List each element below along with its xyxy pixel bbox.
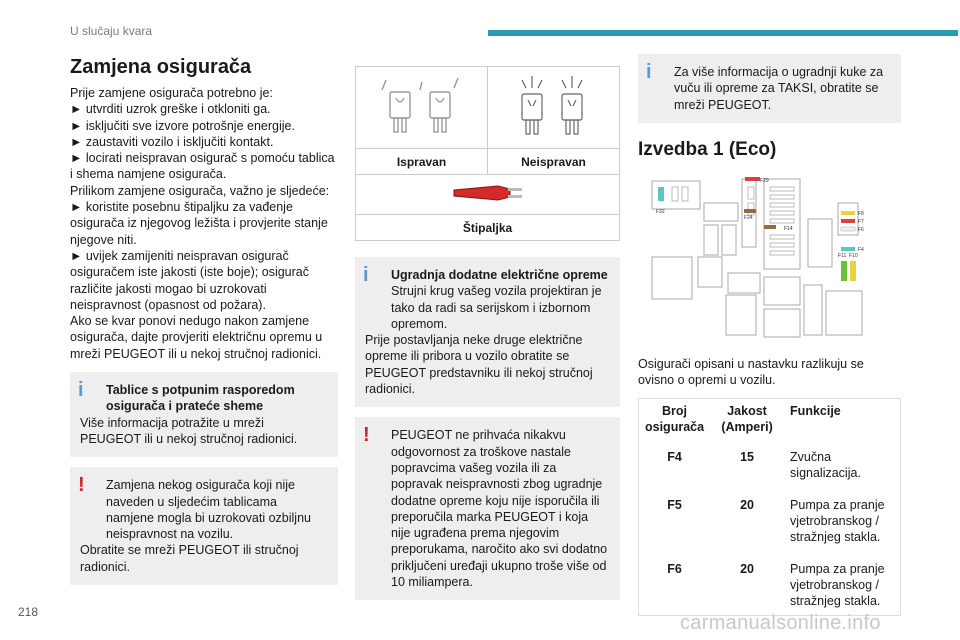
fuse-f4-marker <box>841 247 855 251</box>
fuse-amps: 20 <box>740 562 754 577</box>
towbar-info-text: Za više informacija o ugradnji kuke za vuču ili opreme za TAKSI, obratite se mreži PEUGEOT. <box>674 65 884 112</box>
diagram-label: F6 <box>858 226 864 233</box>
fuse-ok-figure <box>356 67 488 149</box>
fuse-table <box>638 398 901 616</box>
equipment-info-title: Ugradnja dodatne električne opreme <box>391 268 608 282</box>
text-line: ► utvrditi uzrok greške i otkloniti ga. <box>70 102 271 117</box>
page-number: 218 <box>18 605 39 619</box>
fuse-amps: 20 <box>740 498 754 513</box>
equipment-info-text: Strujni krug vašeg vozila projektiran je tako da radi sa serijskom i izbornom opremom. <box>391 284 602 331</box>
diagram-label: F14 <box>784 225 793 232</box>
fuse-f11-marker <box>841 261 847 281</box>
fuse-f32-marker <box>658 187 664 201</box>
fuse-figure-table <box>355 66 620 241</box>
column-1 <box>70 56 338 585</box>
warning-box-text-2: Obratite se mreži PEUGEOT ili stručnoj radionici. <box>80 543 299 574</box>
fuse-note: Osigurači opisani u nastavku razlikuju se ovisno o opremi u vozilu. <box>638 356 864 388</box>
running-header: U slučaju kvara <box>70 24 153 38</box>
info-box-text: Više informacija potražite u mreži PEUGEOT ili u nekoj stručnoj radionici. <box>80 415 298 446</box>
diagram-label: F32 <box>656 208 665 215</box>
text-line: Ako se kvar ponovi nedugo nakon zamjene osigurača, dajte provjeriti električnu opremu u mreži PEUGEOT ili u nekoj stručnoj radionici. <box>70 314 323 361</box>
version-subtitle: Izvedba 1 (Eco) <box>638 138 777 160</box>
intro-text <box>70 85 338 362</box>
warning-icon: ! <box>363 424 370 447</box>
warning-icon: ! <box>78 474 85 497</box>
col-header: Funkcije <box>790 404 841 419</box>
fuse-ok-label: Ispravan <box>356 149 488 175</box>
info-box <box>70 372 338 457</box>
diagram-label: F11 <box>838 252 847 259</box>
diagram-label: F8 <box>858 210 864 217</box>
text-line: ► uvijek zamijeniti neispravan osigurač osiguračem iste jakosti (iste boje); osigurač različite jakosti mogao bi uzrokovati neispravnost (opasnost od požara). <box>70 248 309 312</box>
fuse-number: F4 <box>667 450 682 465</box>
equipment-info-text-2: Prije postavljanja neke druge električne opreme ili pribora u vozilo obratite se PEUGEOT predstavniku ili nekoj stručnoj radionici. <box>365 333 593 397</box>
table-row <box>639 439 901 487</box>
fuse-bad-figure <box>488 67 620 149</box>
diagram-label: F29 <box>760 177 769 184</box>
fuse-clip-label: Štipaljka <box>356 215 620 241</box>
fuse-number: F5 <box>667 498 682 513</box>
text-line: ► locirati neispravan osigurač s pomoću tablica i shema namjene osigurača. <box>70 151 335 182</box>
fuse-f6-marker <box>841 227 855 231</box>
section-title: Zamjena osigurača <box>70 56 252 78</box>
equipment-info-box <box>355 257 620 407</box>
towbar-info-box <box>638 54 901 123</box>
fuse-function: Zvučna signalizacija. <box>790 450 861 481</box>
fuse-bad-illustration <box>504 70 604 142</box>
header-accent-bar <box>488 30 958 36</box>
col-header: Jakost (Amperi) <box>721 404 773 435</box>
fuse-clip-illustration <box>448 180 528 206</box>
info-icon: i <box>363 264 369 286</box>
text-line: ► koristite posebnu štipaljku za vađenje osigurača iz njegovog ležišta i provjerite stanje njegove niti. <box>70 200 328 247</box>
diagram-label: F10 <box>849 252 858 259</box>
info-box-title: Tablice s potpunim rasporedom osigurača i prateće sheme <box>106 383 295 414</box>
table-row <box>639 487 901 551</box>
fuse-number: F6 <box>667 562 682 577</box>
liability-warning-box <box>355 417 620 600</box>
fuse-f8-marker <box>841 211 855 215</box>
fuse-table-header <box>639 399 901 440</box>
watermark: carmanualsonline.info <box>680 612 881 634</box>
fuse-f24-marker <box>744 209 756 213</box>
fuse-ok-illustration <box>372 70 472 142</box>
fuse-function: Pumpa za pranje vjetrobranskog / stražnjeg stakla. <box>790 562 885 609</box>
info-icon: i <box>78 379 84 402</box>
fuse-clip-figure <box>356 175 620 215</box>
fuse-f10-marker <box>850 261 856 281</box>
diagram-label: F4 <box>858 246 864 253</box>
text-line: ► zaustaviti vozilo i isključiti kontakt. <box>70 134 274 149</box>
warning-box-text: Zamjena nekog osigurača koji nije naveden u sljedećim tablicama namjene mogla bi uzrokovati ozbiljnu neispravnost na vozilu. <box>106 478 311 542</box>
column-3 <box>638 54 901 616</box>
liability-warning-text: PEUGEOT ne prihvaća nikakvu odgovornost za troškove nastale popravcima vašeg vozila ili za popravak neispravnosti zbog ugradnje dodatne opreme koju nije isporučila ili preporučila marka PEUGEOT i koja nije ugrađena prema njegovim preporukama, naročito ako svi dodatno priključeni uređaji ukupno troše više od 10 miliampera. <box>391 428 608 590</box>
fuse-f14-marker <box>764 225 776 229</box>
fuse-amps: 15 <box>740 450 754 465</box>
diagram-label: F7 <box>858 218 864 225</box>
table-row <box>639 551 901 616</box>
fuse-box-diagram <box>638 173 888 343</box>
warning-box <box>70 467 338 585</box>
column-2 <box>355 66 620 600</box>
info-icon: i <box>646 61 652 83</box>
fuse-f7-marker <box>841 219 855 223</box>
col-header: Broj osigurača <box>645 404 705 435</box>
text-line: Prije zamjene osigurača potrebno je: <box>70 86 273 100</box>
fuse-bad-label: Neispravan <box>488 149 620 175</box>
text-line: ► isključiti sve izvore potrošnje energije. <box>70 118 295 133</box>
fuse-function: Pumpa za pranje vjetrobranskog / stražnjeg stakla. <box>790 498 885 545</box>
diagram-label: F24 <box>744 214 753 221</box>
text-line: Prilikom zamjene osigurača, važno je sljedeće: <box>70 183 330 198</box>
